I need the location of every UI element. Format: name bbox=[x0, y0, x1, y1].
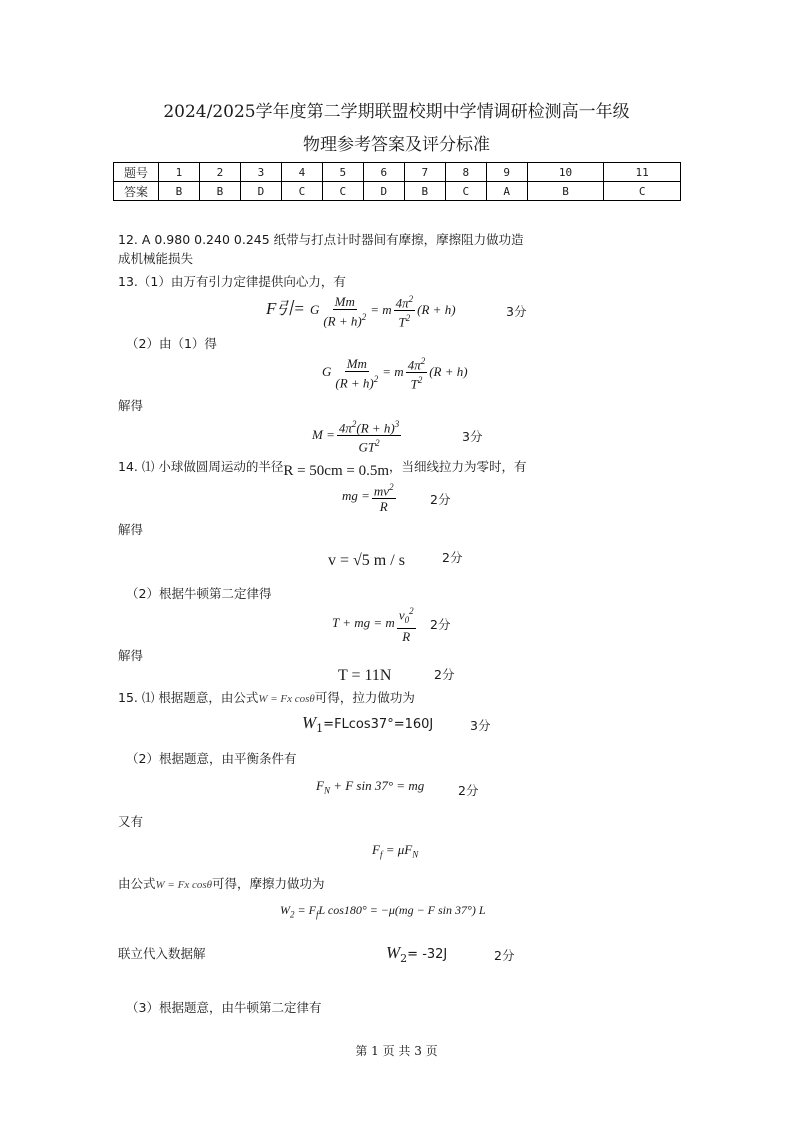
q15-formula-inline-2: W = Fx cosθ bbox=[155, 879, 213, 891]
answer-label: 答案 bbox=[114, 182, 159, 201]
q14-solve-1: 解得 bbox=[118, 522, 144, 537]
q13-part-2: （2）由（1）得 bbox=[126, 336, 217, 351]
table-cell: C bbox=[445, 182, 486, 201]
table-cell: A bbox=[486, 182, 527, 201]
q13-equation-3: M = $\frac{4\pi^2(R + h)^3}{GT^2}$ bbox=[312, 419, 400, 455]
q13-solve-label: 解得 bbox=[118, 398, 144, 413]
q15-friction-intro-b: 可得，摩擦力做功为 bbox=[212, 876, 325, 891]
q15-formula-inline: W = Fx cosθ bbox=[258, 693, 315, 705]
q15-friction-intro bbox=[118, 874, 325, 892]
table-cell: 10 bbox=[527, 163, 604, 182]
title-line-1: 2024/2025学年度第二学期联盟校期中学情调研检测高一年级 bbox=[163, 102, 630, 122]
q14-equation-2: T + mg = m $\frac{v_0^2}{R}$ bbox=[332, 606, 414, 644]
q15-intro-a: 15. ⑴ 根据题意，由公式 bbox=[118, 690, 259, 705]
title-line-2: 物理参考答案及评分标准 bbox=[303, 135, 490, 155]
q15-balance-score: 2分 bbox=[458, 783, 479, 798]
q13-equation-2: G $\frac{Mm}{(R + h)^2}$ = m $\frac{4\pi^2}{T^2}$ (R + h) bbox=[322, 355, 468, 392]
w2-label: W bbox=[386, 943, 401, 962]
table-cell: B bbox=[199, 182, 240, 201]
q14-intro bbox=[118, 457, 527, 479]
q15-w2-score: 2分 bbox=[494, 948, 515, 963]
q14-equation-1: mg = $\frac{mv^2}{R}$ bbox=[342, 482, 394, 515]
q14-intro-b: ，当细线拉力为零时，有 bbox=[389, 459, 527, 474]
table-cell: B bbox=[527, 182, 604, 201]
answer-table-number-row bbox=[114, 163, 681, 182]
q13-intro: 13.（1）由万有引力定律提供向心力，有 bbox=[118, 274, 346, 289]
answer-table-answer-row bbox=[114, 182, 681, 201]
table-cell: D bbox=[240, 182, 281, 201]
q15-also: 又有 bbox=[118, 814, 144, 829]
table-cell: 6 bbox=[363, 163, 404, 182]
header-label: 题号 bbox=[114, 163, 159, 182]
table-cell: 11 bbox=[604, 163, 681, 182]
table-cell: C bbox=[604, 182, 681, 201]
table-cell: 2 bbox=[199, 163, 240, 182]
q15-intro bbox=[118, 688, 415, 706]
table-cell: 9 bbox=[486, 163, 527, 182]
q14-part-2: （2）根据牛顿第二定律得 bbox=[126, 586, 272, 601]
q12-line-1: 12. A 0.980 0.240 0.245 纸带与打点计时器间有摩擦，摩擦阻力做功造 bbox=[118, 232, 524, 247]
q15-friction-equation: $F_f = \mu F_N$ bbox=[372, 842, 419, 860]
q15-combine: 联立代入数据解 bbox=[118, 946, 206, 961]
q14-intro-a: 14. ⑴ 小球做圆周运动的半径 bbox=[118, 459, 284, 474]
q14-v-result: v = √5 m / s bbox=[328, 552, 405, 569]
q15-part-3: （3）根据题意，由牛顿第二定律有 bbox=[126, 1000, 322, 1015]
w1-rest: =FLcos37°=160J bbox=[323, 717, 434, 732]
q12-line-2: 成机械能损失 bbox=[118, 251, 194, 266]
q14-t-result: T = 11N bbox=[338, 667, 392, 684]
q15-w1-equation: $W_1=FLcos37^\circ=160J$ bbox=[302, 713, 434, 736]
table-cell: C bbox=[281, 182, 322, 201]
q13-eq3-score: 3分 bbox=[462, 429, 483, 444]
table-cell: D bbox=[363, 182, 404, 201]
q15-w2-work-equation: $W_2 = F_fL$ cos180° = −μ(mg − F sin 37°) L bbox=[280, 903, 486, 920]
q14-radius: R = 50cm = 0.5m bbox=[283, 463, 389, 479]
q15-w2-equation: $W_2= -32J$ bbox=[386, 943, 448, 966]
w2-rest: = -32J bbox=[407, 947, 448, 962]
table-cell: 1 bbox=[159, 163, 200, 182]
q15-balance-equation: $F_N + F$ sin 37° = mg bbox=[316, 778, 425, 796]
table-cell: 7 bbox=[404, 163, 445, 182]
table-cell: B bbox=[404, 182, 445, 201]
q14-eq2-score: 2分 bbox=[430, 617, 451, 632]
table-cell: 8 bbox=[445, 163, 486, 182]
table-cell: C bbox=[322, 182, 363, 201]
f-gravity-label: F引= bbox=[266, 298, 305, 318]
q15-friction-intro-a: 由公式 bbox=[118, 876, 156, 891]
q13-eq1-score: 3分 bbox=[506, 304, 527, 319]
q15-intro-b: 可得，拉力做功为 bbox=[314, 690, 415, 705]
q14-eq1-score: 2分 bbox=[430, 492, 451, 507]
table-cell: 3 bbox=[240, 163, 281, 182]
table-cell: 5 bbox=[322, 163, 363, 182]
table-cell: 4 bbox=[281, 163, 322, 182]
answer-table bbox=[113, 162, 681, 201]
q14-solve-2: 解得 bbox=[118, 648, 144, 663]
q15-w1-score: 3分 bbox=[470, 718, 491, 733]
page-footer: 第 1 页 共 3 页 bbox=[355, 1044, 438, 1058]
w1-label: W bbox=[302, 713, 317, 732]
table-cell: B bbox=[159, 182, 200, 201]
q15-part-2: （2）根据题意，由平衡条件有 bbox=[126, 751, 297, 766]
q14-t-score: 2分 bbox=[434, 667, 455, 682]
q13-equation-1: F引= G $\frac{Mm}{(R + h)^2}$ = m $\frac{4\pi^2}{T^2}$ (R + h) bbox=[266, 293, 456, 330]
q14-v-score: 2分 bbox=[442, 550, 463, 565]
